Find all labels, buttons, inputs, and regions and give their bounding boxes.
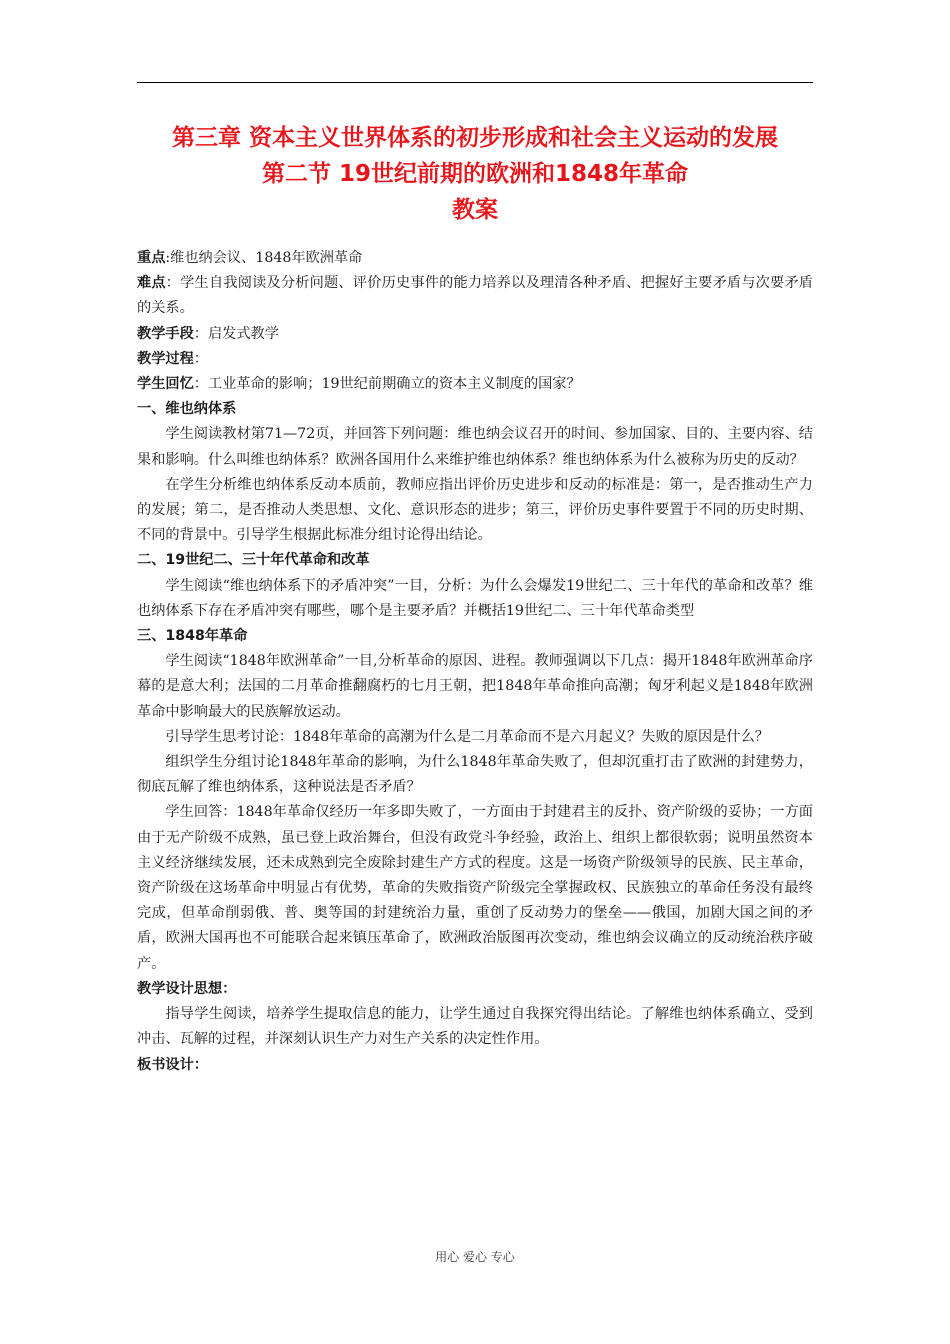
review-label: 学生回忆 bbox=[137, 376, 194, 393]
difficulty-label: 难点 bbox=[137, 275, 166, 292]
process-line bbox=[137, 347, 813, 372]
method-text: ：启发式教学 bbox=[193, 325, 279, 342]
section-paragraph: 在学生分析维也纳体系反动本质前，教师应指出评价历史进步和反动的标准是：第一，是否推动生产力的发展；第二，是否推动人类思想、文化、意识形态的进步；第三，评价历史事件要置于不同的历史时期、不同的背景中。引导学生根据此标准分组讨论得出结论。 bbox=[137, 476, 813, 544]
method-label: 教学手段 bbox=[137, 325, 194, 342]
section-heading: 三、1848年革命 bbox=[137, 628, 248, 645]
process-text: ： bbox=[193, 350, 208, 367]
focus-text: :维也纳会议、1848年欧洲革命 bbox=[165, 250, 363, 266]
section-paragraph: 引导学生思考讨论：1848年革命的高潮为什么是二月革命而不是六月起义？失败的原因是什么？ bbox=[165, 728, 769, 745]
section-heading: 二、19世纪二、三十年代革命和改革 bbox=[137, 552, 370, 569]
doc-type-title: 教案 bbox=[452, 197, 498, 223]
process-label: 教学过程 bbox=[137, 350, 194, 367]
review-line bbox=[137, 372, 813, 397]
section-paragraph: 学生阅读教材第71—72页，并回答下列问题：维也纳会议召开的时间、参加国家、目的、主要内容、结果和影响。什么叫维也纳体系？欧洲各国用什么来维护维也纳体系？维也纳体系为什么被称为历史的反动？ bbox=[137, 426, 813, 468]
header-rule bbox=[137, 82, 813, 83]
section-heading: 一、维也纳体系 bbox=[137, 401, 237, 418]
design-paragraph: 指导学生阅读，培养学生提取信息的能力，让学生通过自我探究得出结论。了解维也纳体系确立、受到冲击、瓦解的过程，并深刻认识生产力对生产关系的决定性作用。 bbox=[137, 1006, 813, 1048]
section-title: 第二节 19世纪前期的欧洲和1848年革命 bbox=[261, 161, 689, 187]
review-text: ：工业革命的影响；19世纪前期确立的资本主义制度的国家？ bbox=[193, 376, 581, 393]
section-paragraph: 组织学生分组讨论1848年革命的影响，为什么1848年革命失败了，但却沉重打击了欧洲的封建势力，彻底瓦解了维也纳体系，这种说法是否矛盾？ bbox=[137, 754, 813, 796]
chapter-title: 第三章 资本主义世界体系的初步形成和社会主义运动的发展 bbox=[171, 125, 778, 151]
section-paragraph: 学生阅读“1848年欧洲革命”一目,分析革命的原因、进程。教师强调以下几点：揭开1848年欧洲革命序幕的是意大利；法国的二月革命推翻腐朽的七月王朝，把1848年革命推向高潮；匈牙利起义是1848年欧洲革命中影响最大的民族解放运动。 bbox=[137, 653, 813, 720]
difficulty-text: ：学生自我阅读及分析问题、评价历史事件的能力培养以及理清各种矛盾、把握好主要矛盾与次要矛盾的关系。 bbox=[137, 275, 813, 317]
section-paragraph: 学生回答：1848年革命仅经历一年多即失败了，一方面由于封建君主的反扑、资产阶级的妥协；一方面由于无产阶级不成熟，虽已登上政治舞台，但没有政党斗争经验，政治上、组织上都很软弱；说明虽然资本主义经济继续发展，还未成熟到完全废除封建生产方式的程度。这是一场资产阶级领导的民族、民主革命，资产阶级在这场革命中明显占有优势，革命的失败指资产阶级完全掌握政权、民族独立的革命任务没有最终完成，但革命削弱俄、普、奥等国的封建统治力量，重创了反动势力的堡垒——俄国，加剧大国之间的矛盾，欧洲大国再也不可能联合起来镇压革命了，欧洲政治版图再次变动，维也纳会议确立的反动统治秩序破产。 bbox=[137, 804, 813, 972]
document-title bbox=[137, 120, 813, 228]
section-paragraph: 学生阅读“维也纳体系下的矛盾冲突”一目，分析：为什么会爆发19世纪二、三十年代的革命和改革？维也纳体系下存在矛盾冲突有哪些，哪个是主要矛盾？并概括19世纪二、三十年代革命类型 bbox=[137, 577, 813, 619]
difficulty-line bbox=[137, 271, 813, 321]
design-heading: 教学设计思想： bbox=[137, 980, 237, 997]
method-line bbox=[137, 322, 813, 347]
focus-label: 重点 bbox=[137, 250, 166, 266]
focus-line bbox=[137, 246, 813, 271]
page-footer: 用心 爱心 专心 bbox=[435, 1250, 515, 1264]
board-heading: 板书设计： bbox=[137, 1056, 208, 1073]
lesson-body bbox=[137, 246, 813, 1078]
